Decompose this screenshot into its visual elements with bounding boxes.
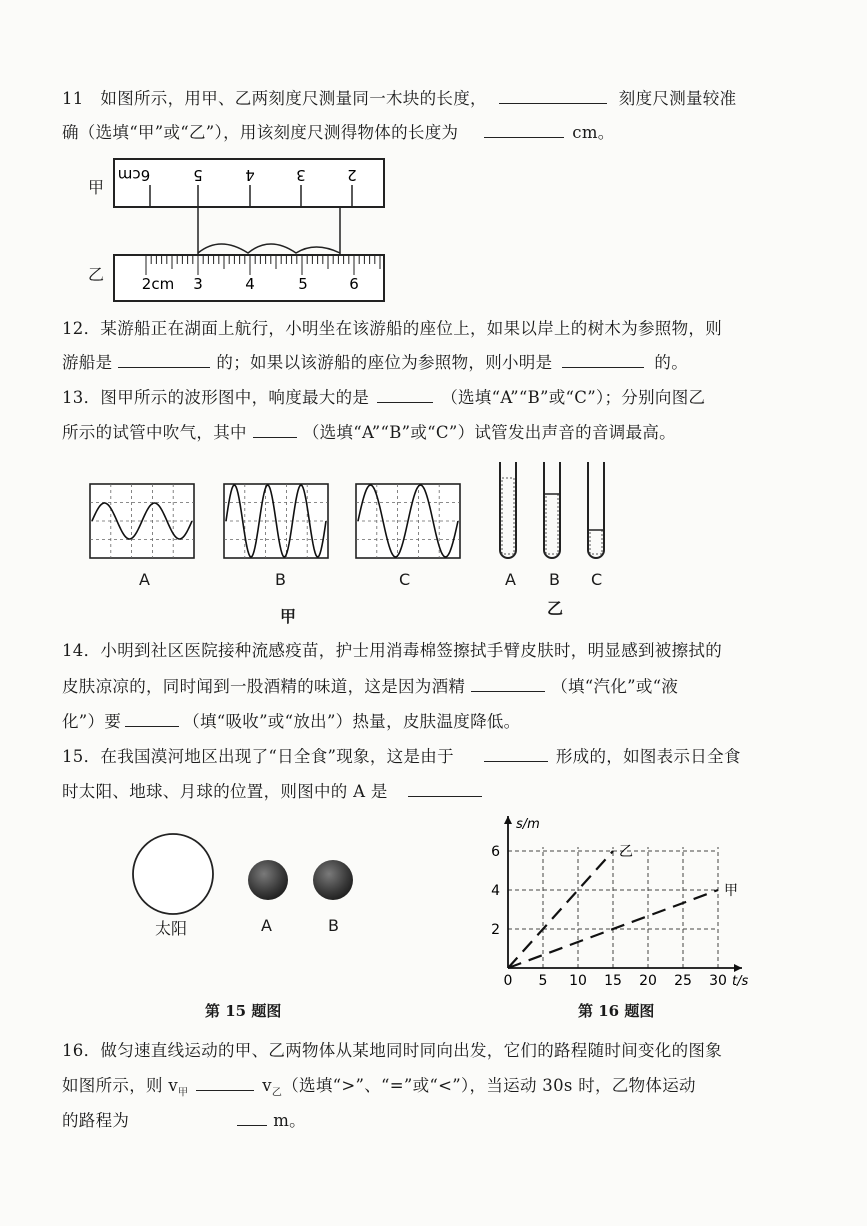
q16-sub-jia: 甲 [177,1087,189,1099]
q13-text-d: （选填“A”“B”或“C”）试管发出声音的音调最高。 [302,423,676,442]
q14-blank2[interactable] [125,712,179,727]
q11-blank2[interactable] [484,123,564,138]
tube-b [544,462,560,558]
series-label-1: 乙 [619,844,633,860]
tube-c [588,462,604,558]
q11-text-a: 11 如图所示，用甲、乙两刻度尺测量同一木块的长度， [62,89,487,108]
x-axis-arrow [734,964,742,972]
y-tick-label: 2 [491,922,500,938]
eclipse-figure [125,832,365,922]
yi-tick-6: 6 [349,275,359,293]
x-axis-label: t/s [732,974,749,989]
q14-text-c: 化”）要 [62,712,122,731]
jia-tick-4: 4 [245,166,255,184]
ball-a [248,860,288,900]
q11-line1 [62,88,736,110]
rulers-figure [110,155,390,305]
q15-text-a: 15．在我国漠河地区出现了“日全食”现象，这是由于 [62,747,454,766]
q13-text-b: （选填“A”“B”或“C”）；分别向图乙 [441,388,706,407]
q14-line3 [62,711,520,733]
jia-tick-2: 2 [347,166,357,184]
q12-line2 [62,352,688,374]
y-axis-arrow [504,816,512,824]
q12-blank2[interactable] [562,353,644,368]
st-graph [460,808,760,993]
q16-line2 [62,1075,696,1104]
y-axis-label: s/m [516,817,540,832]
q16-blank2[interactable] [237,1111,267,1126]
x-tick-label: 25 [674,973,692,989]
q11-text-d: cm。 [572,123,615,142]
q16-text-c: （选填“>”、“=”或“<”），当运动 30s 时，乙物体运动 [282,1076,696,1095]
q13-text-c: 所示的试管中吹气，其中 [62,423,247,442]
yi-tick-3: 3 [193,275,203,293]
q16-blank1[interactable] [196,1076,254,1091]
q14-blank1[interactable] [471,677,545,692]
test-tubes-figure [490,458,620,566]
wave-panel-c [356,484,460,558]
wave-label-a: A [139,570,150,589]
q15-line1 [62,746,741,768]
q11-text-c: 确（选填“甲”或“乙”），用该刻度尺测得物体的长度为 [62,123,459,142]
tube-label-c: C [591,570,603,589]
yi-tick-4: 4 [245,275,255,293]
q14-line2 [62,676,678,698]
q15-caption: 第 15 题图 [205,1002,282,1020]
q12-blank1[interactable] [118,353,210,368]
q12-line1: 12．某游船正在湖面上航行，小明坐在该游船的座位上，如果以岸上的树木为参照物，则 [62,319,722,338]
q13-blank1[interactable] [377,388,433,403]
fig-jia-label: 甲 [280,607,297,626]
sun-circle [133,834,213,914]
q16-caption: 第 16 题图 [578,1002,655,1020]
yi-tick-5: 5 [298,275,308,293]
wood-block [198,244,340,253]
q14-text-a: 皮肤凉凉的，同时闻到一股酒精的味道，这是因为酒精 [62,677,466,696]
q13-text-a: 13．图甲所示的波形图中，响度最大的是 [62,388,370,407]
q11-blank1[interactable] [499,89,607,104]
q12-text-a: 游船是 [62,353,113,372]
wave-label-c: C [399,570,411,589]
q11-text-b: 刻度尺测量较准 [618,89,737,108]
q15-text-b: 形成的，如图表示日全食 [555,747,741,766]
x-tick-label: 10 [569,973,587,989]
y-tick-label: 4 [491,883,500,899]
ball-b [313,860,353,900]
ruler-yi-label: 乙 [88,265,105,284]
tube-label-a: A [505,570,516,589]
q16-text-a: 如图所示，则 v [62,1076,178,1095]
ball-b-label: B [328,916,339,935]
wave-panel-a [90,484,194,558]
wave-label-b: B [275,570,286,589]
q12-text-c: 的。 [654,353,689,372]
q12-text-b: 的；如果以该游船的座位为参照物，则小明是 [216,353,553,372]
series-label-0: 甲 [724,883,738,899]
ball-a-label: A [261,916,272,935]
q15-blank1[interactable] [484,747,548,762]
x-tick-label: 15 [604,973,622,989]
q15-text-c: 时太阳、地球、月球的位置，则图中的 A 是 [62,782,388,801]
q14-line1: 14．小明到社区医院接种流感疫苗，护士用消毒棉签擦拭手臂皮肤时，明显感到被擦拭的 [62,641,722,660]
q11-line2 [62,122,615,144]
q16-line1: 16．做匀速直线运动的甲、乙两物体从某地同时同向出发，它们的路程随时间变化的图象 [62,1041,722,1060]
tube-label-b: B [549,570,560,589]
x-tick-label: 5 [538,973,548,989]
tube-a [500,462,516,558]
y-tick-label: 6 [491,844,500,860]
ruler-jia-label: 甲 [88,178,105,197]
jia-tick-5: 5 [193,166,203,184]
q13-blank2[interactable] [253,423,297,438]
q13-line1 [62,387,705,409]
fig-yi-label: 乙 [547,599,564,618]
x-tick-label: 30 [709,973,727,989]
q13-line2 [62,422,676,444]
jia-tick-6: 6cm [117,166,151,184]
q14-text-b: （填“汽化”或“液 [551,677,679,696]
q16-text-d: 的路程为 [62,1111,130,1130]
q16-sub-yi: 乙 [271,1087,283,1099]
q16-text-b: v [262,1076,272,1095]
q16-line3 [62,1110,306,1132]
yi-tick-2: 2cm [141,275,175,293]
jia-tick-3: 3 [296,166,306,184]
q15-line2 [62,781,488,803]
series-line-1 [508,851,613,968]
q16-text-e: m。 [273,1111,306,1130]
q15-blank2[interactable] [408,782,482,797]
waveforms-figure [88,482,468,562]
wave-panel-b [224,484,328,558]
q14-text-d: （填“吸收”或“放出”）热量，皮肤温度降低。 [183,712,521,731]
x-tick-label: 20 [639,973,657,989]
sun-label: 太阳 [155,919,188,938]
x-tick-label: 0 [503,973,513,989]
